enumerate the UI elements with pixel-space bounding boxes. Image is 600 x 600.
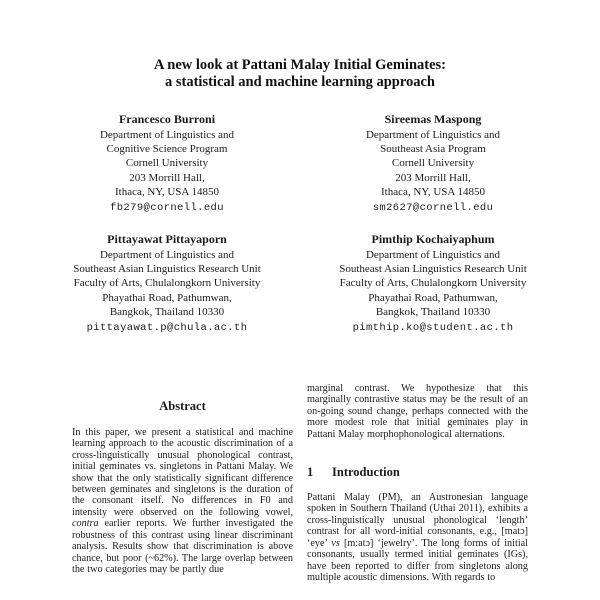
abstract-continuation-paragraph: marginal contrast. We hypothesize that this marginally contrastive status may be the result of an on-going sound change, perhaps connected with the more modest role that initial geminates play in Pattani Malay morphophonological alternations. xyxy=(307,383,528,440)
author-1-affil-line: Department of Linguistics and xyxy=(99,129,235,141)
author-3-affil-line: Department of Linguistics and xyxy=(99,249,235,262)
author-4-affil-line: Bangkok, Thailand 10330 xyxy=(375,305,491,318)
author-4-affil-line: Phayathai Road, Pathumwan, xyxy=(368,291,498,304)
intro-italic-word: vs xyxy=(331,537,340,549)
paper-title-line1: A new look at Pattani Malay Initial Geminates: xyxy=(153,57,446,73)
author-4-email: pimthip.ko@student.ac.th xyxy=(352,322,514,335)
section-number: 1 xyxy=(307,465,314,480)
author-1-affil-line: Ithaca, NY, USA 14850 xyxy=(115,185,219,198)
paper-title xyxy=(0,57,600,91)
intro-text-part1: Pattani Malay (PM), an Austronesian language spoken in Southern Thailand (Uthai 2011), exhibits a cross-linguistically unusual phonological ‘length’ contrast for all word-initial consonants, e.g., [matɔ] ‘eye’ xyxy=(307,492,528,549)
author-3 xyxy=(38,232,296,335)
author-2-affil-line: Cornell University xyxy=(391,157,475,170)
abstract-paragraph xyxy=(72,427,293,575)
body-columns xyxy=(0,383,600,583)
author-2-affil-line: 203 Morrill Hall, xyxy=(395,171,471,184)
abstract-heading: Abstract xyxy=(159,399,206,414)
left-column xyxy=(72,383,293,583)
author-2-affil-line: Department of Linguistics and xyxy=(365,129,501,141)
right-column xyxy=(307,383,528,583)
author-2-name: Sireemas Maspong xyxy=(384,112,482,126)
author-2-email: sm2627@cornell.edu xyxy=(372,202,494,215)
author-1 xyxy=(38,112,296,215)
author-1-affil-line: Cognitive Science Program xyxy=(106,143,228,156)
author-3-affil-line: Phayathai Road, Pathumwan, xyxy=(102,291,232,304)
author-3-name: Pittayawat Pittayaporn xyxy=(107,232,227,247)
author-4-affil-line: Department of Linguistics and xyxy=(365,249,501,262)
author-2-affil-line: Southeast Asia Program xyxy=(380,143,486,156)
author-2-affil-line: Ithaca, NY, USA 14850 xyxy=(381,185,485,198)
author-2 xyxy=(304,112,562,215)
author-3-affil-line: Southeast Asian Linguistics Research Unit xyxy=(73,263,261,276)
author-4 xyxy=(304,232,562,335)
author-3-affil-line: Bangkok, Thailand 10330 xyxy=(109,305,225,318)
author-3-email: pittayawat.p@chula.ac.th xyxy=(86,322,248,335)
paper-title-line2: a statistical and machine learning approach xyxy=(164,74,435,90)
author-1-affil-line: 203 Morrill Hall, xyxy=(129,171,205,184)
author-1-name: Francesco Burroni xyxy=(118,112,216,126)
introduction-paragraph xyxy=(307,492,528,583)
author-4-name: Pimthip Kochaiyaphum xyxy=(371,232,495,247)
abstract-text-part1: In this paper, we present a statistical and machine learning approach to the acoustic discrimination of a cross-linguistically unusual phonological contrast, initial geminates vs. singletons in Pattani Malay. We show that the only statistically significant difference between geminates and singletons is the duration of the consonant itself. No differences in F0 and intensity were observed on the following vowel, xyxy=(72,427,293,518)
author-1-affil-line: Cornell University xyxy=(125,157,209,170)
section-title: Introduction xyxy=(332,465,400,480)
section-heading-introduction xyxy=(307,465,528,480)
intro-text-part2: [m:atɔ] ‘jewelry’. The long forms of initial consonants, usually termed initial geminates (IGs), have been reported to differ from singletons along multiple acoustic dimensions. With regards to xyxy=(307,537,528,583)
author-4-affil-line: Southeast Asian Linguistics Research Unit xyxy=(339,263,527,276)
author-1-email: fb279@cornell.edu xyxy=(110,202,224,215)
author-4-affil-line: Faculty of Arts, Chulalongkorn University xyxy=(339,277,527,290)
authors-block xyxy=(38,112,562,335)
author-3-affil-line: Faculty of Arts, Chulalongkorn University xyxy=(73,277,261,290)
abstract-text-part2: earlier reports. We further investigated the robustness of this contrast using linear discriminant analysis. Results show that discrimination is above chance, but poor (~62%). The large overlap between the two categories may be partly due xyxy=(72,518,293,575)
abstract-italic-word: contra xyxy=(72,518,99,530)
